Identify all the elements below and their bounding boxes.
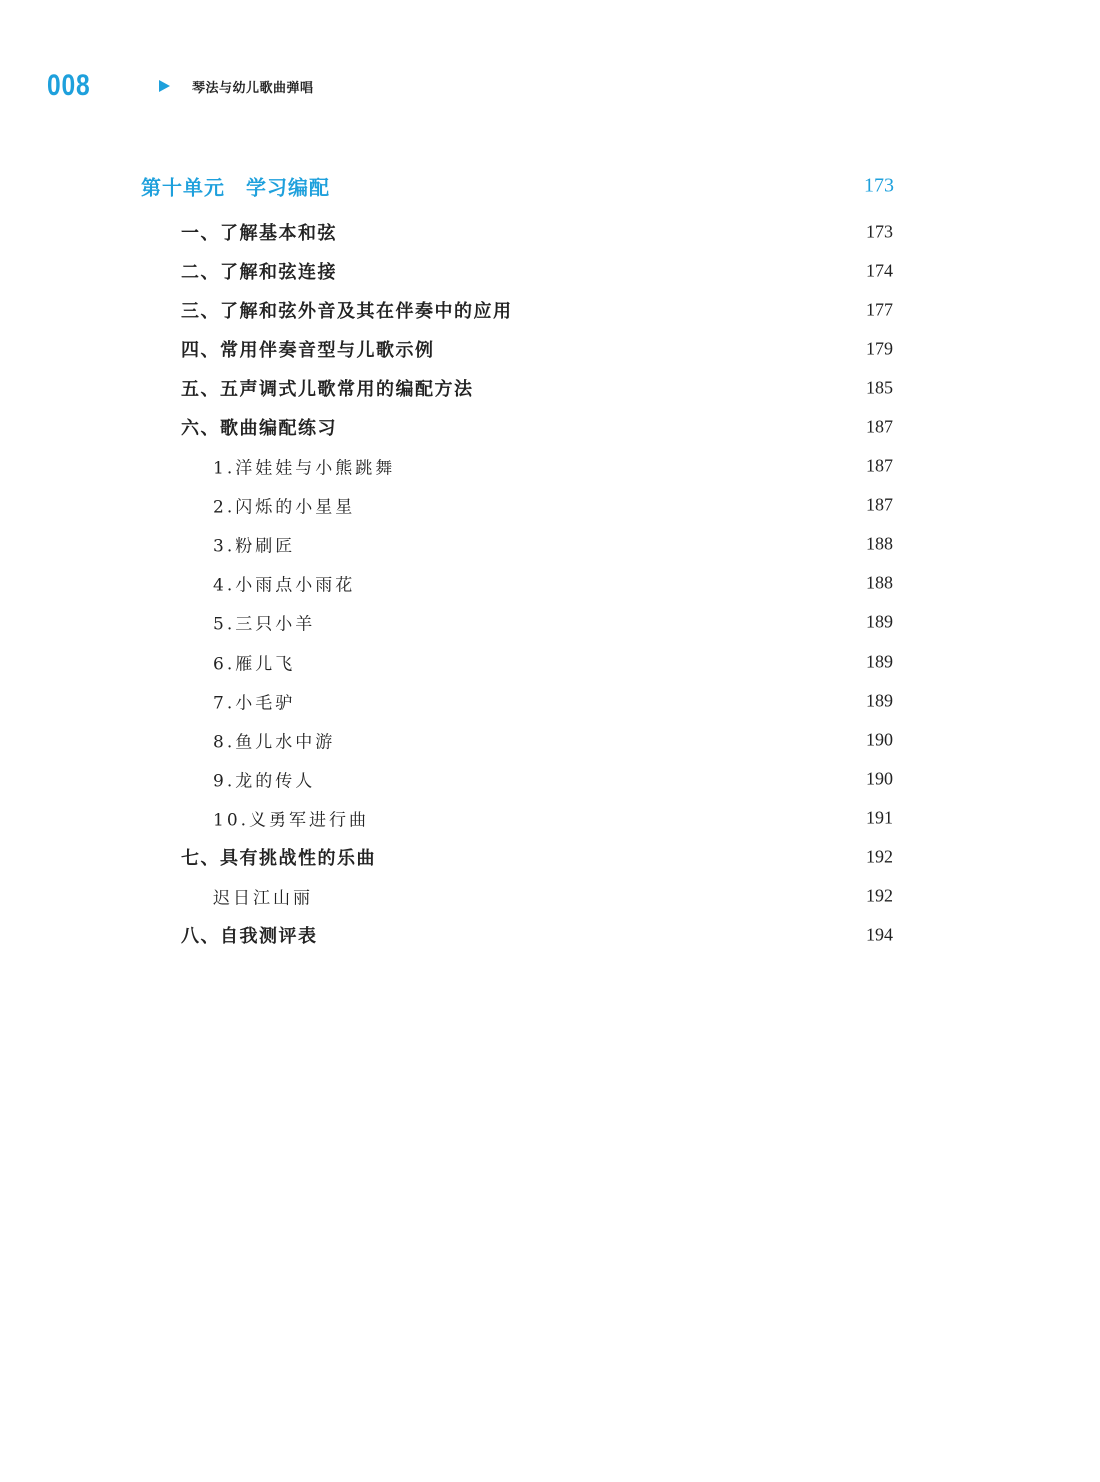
entry-page-number: 189 — [866, 611, 893, 632]
table-of-contents — [0, 168, 1100, 955]
entry-title: 6.雁儿飞 — [213, 654, 296, 675]
entry-title: 4.小雨点小雨花 — [213, 575, 356, 596]
entry-page-number: 177 — [866, 299, 893, 320]
entry-page-number: 179 — [866, 338, 893, 359]
toc-section-entry[interactable] — [0, 251, 1100, 290]
entry-title: 二、了解和弦连接 — [181, 261, 337, 283]
entry-page-number: 191 — [866, 807, 893, 828]
entry-title: 三、了解和弦外音及其在伴奏中的应用 — [181, 300, 513, 322]
toc-section-entry[interactable] — [0, 368, 1100, 407]
page-header — [47, 68, 314, 104]
entry-page-number: 187 — [866, 494, 893, 515]
entry-page-number: 188 — [866, 572, 893, 593]
entry-title: 7.小毛驴 — [213, 693, 296, 714]
toc-sub-entry[interactable] — [0, 447, 1100, 486]
entry-page-number: 174 — [866, 260, 893, 281]
entry-title: 3.粉刷匠 — [213, 536, 296, 557]
entry-page-number: 192 — [866, 885, 893, 906]
entry-title: 七、具有挑战性的乐曲 — [181, 848, 376, 870]
entry-page-number: 190 — [866, 768, 893, 789]
toc-section-entry[interactable] — [0, 212, 1100, 251]
triangle-arrow-icon — [159, 80, 170, 92]
entry-title: 9.龙的传人 — [213, 771, 316, 792]
entry-title: 8.鱼儿水中游 — [213, 732, 336, 753]
entry-page-number: 189 — [866, 690, 893, 711]
entry-page-number: 192 — [866, 846, 893, 867]
entry-page-number: 194 — [866, 924, 893, 945]
entry-title: 2.闪烁的小星星 — [213, 497, 356, 518]
entry-page-number: 188 — [866, 533, 893, 554]
toc-section-entry[interactable] — [0, 290, 1100, 329]
entry-title: 四、常用伴奏音型与儿歌示例 — [181, 339, 435, 361]
entry-title: 5.三只小羊 — [213, 614, 316, 635]
entry-page-number: 187 — [866, 455, 893, 476]
entry-title: 10.义勇军进行曲 — [213, 810, 370, 831]
unit-title: 第十单元 学习编配 — [141, 175, 330, 200]
toc-section-entry[interactable] — [0, 329, 1100, 368]
toc-section-entry[interactable] — [0, 407, 1100, 446]
unit-page-number: 173 — [864, 174, 894, 197]
entry-page-number: 189 — [866, 651, 893, 672]
page-number: 008 — [47, 69, 91, 102]
toc-sub-entry[interactable] — [0, 486, 1100, 525]
entry-title: 一、了解基本和弦 — [181, 222, 337, 244]
toc-entries — [0, 212, 1100, 955]
entry-title: 1.洋娃娃与小熊跳舞 — [213, 458, 396, 479]
toc-sub-entry[interactable] — [0, 603, 1100, 642]
toc-sub-entry[interactable] — [0, 681, 1100, 720]
toc-sub-entry[interactable] — [0, 525, 1100, 564]
book-title: 琴法与幼儿歌曲弹唱 — [192, 80, 314, 96]
entry-title: 六、歌曲编配练习 — [181, 418, 337, 440]
toc-sub-entry[interactable] — [0, 877, 1100, 916]
entry-page-number: 187 — [866, 416, 893, 437]
toc-sub-entry[interactable] — [0, 798, 1100, 837]
entry-page-number: 173 — [866, 221, 893, 242]
toc-section-entry[interactable] — [0, 838, 1100, 877]
toc-unit-heading[interactable] — [0, 168, 1100, 204]
entry-title: 八、自我测评表 — [181, 926, 318, 948]
toc-sub-entry[interactable] — [0, 759, 1100, 798]
entry-page-number: 190 — [866, 729, 893, 750]
toc-sub-entry[interactable] — [0, 720, 1100, 759]
toc-sub-entry[interactable] — [0, 642, 1100, 681]
entry-page-number: 185 — [866, 377, 893, 398]
entry-title: 五、五声调式儿歌常用的编配方法 — [181, 378, 474, 400]
toc-section-entry[interactable] — [0, 916, 1100, 955]
entry-title: 迟日江山丽 — [213, 888, 313, 909]
toc-sub-entry[interactable] — [0, 564, 1100, 603]
